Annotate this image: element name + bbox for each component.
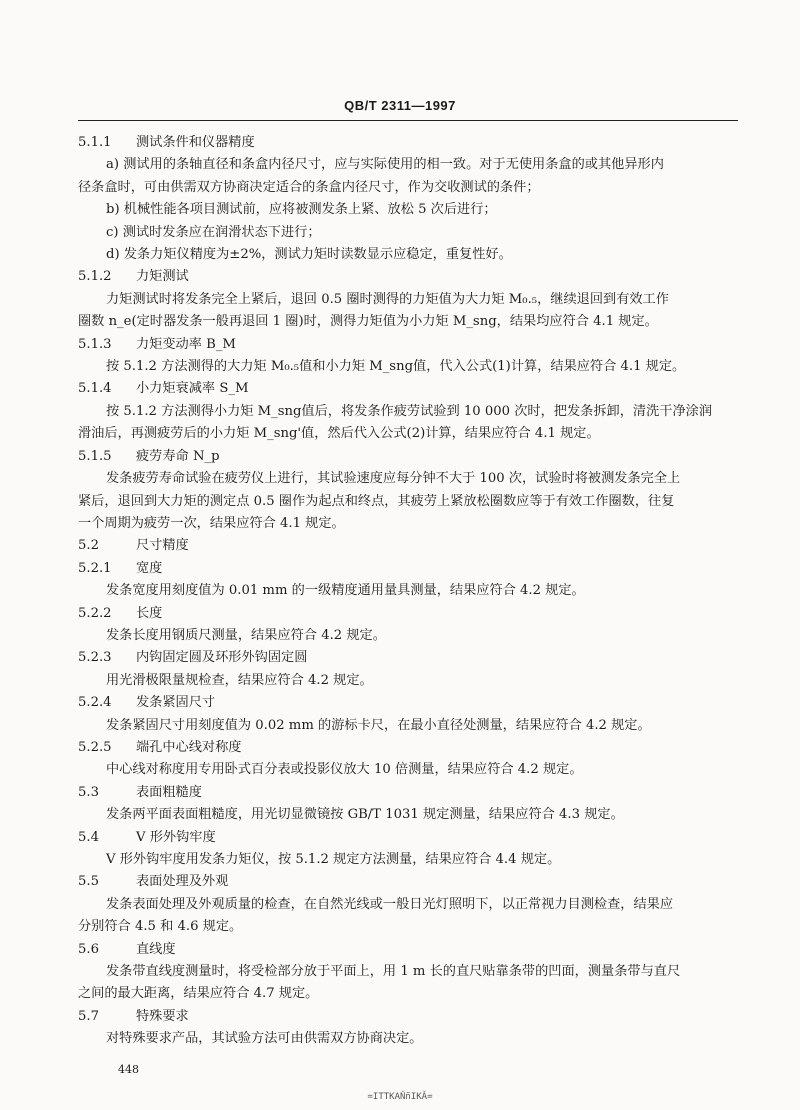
section-title: 小力矩衰减率 S_M [136,381,249,397]
paragraph-line: 发条宽度用刻度值为 0.01 mm 的一级精度通用量具测量，结果应符合 4.2 规定。 [106,583,585,599]
section-title: 特殊要求 [136,1008,189,1024]
paragraph-line: 发条紧固尺寸用刻度值为 0.02 mm 的游标卡尺，在最小直径处测量，结果应符合 4.2 规定。 [106,717,651,733]
section-number: 5.2.4 [78,695,112,711]
section-title: 长度 [136,605,163,621]
continuation-line: 径条盒时，可由供需双方协商决定适合的条盒内径尺寸，作为交收测试的条件； [78,179,540,195]
continuation-line: 分别符合 4.5 和 4.6 规定。 [78,919,243,935]
paragraph-line: 用光滑极限量规检查，结果应符合 4.2 规定。 [106,672,373,688]
section-title: 测试条件和仪器精度 [136,135,255,150]
section-number: 5.1.4 [78,381,112,397]
section-heading [78,827,718,849]
continuation-line: 紧后，退回到大力矩的测定点 0.5 圈作为起点和终点，其疲劳上紧放松圈数应等于有效工作圈数，往复 [78,493,675,509]
continuation-line: 滑油后，再测疲劳后的小力矩 M_sng'值，然后代入公式(2)计算，结果应符合 4.1 规定。 [78,426,600,442]
section-title: 表面粗糙度 [136,784,202,800]
paragraph-line: a) 测试用的条轴直径和条盒内径尺寸，应与实际使用的相一致。对于无使用条盒的或其他异形内 [106,157,664,173]
section-number: 5.4 [78,829,99,845]
section-heading [78,647,718,669]
section-heading [78,782,718,804]
section-number: 5.7 [78,1008,99,1024]
paragraph-line: b) 机械性能各项目测试前，应将被测发条上紧、放松 5 次后进行； [106,202,497,218]
section-number: 5.3 [78,784,99,800]
section-heading [78,266,718,288]
section-title: 端孔中心线对称度 [136,739,242,755]
section-number: 5.5 [78,874,99,890]
section-heading [78,334,718,356]
continuation-line: 之间的最大距离，结果应符合 4.7 规定。 [78,986,319,1002]
section-heading [78,132,718,154]
section-title: 力矩测试 [136,269,189,285]
paragraph-line: c) 测试时发条应在润滑状态下进行； [106,224,321,240]
paragraph-line: d) 发条力矩仪精度为±2%，测试力矩时读数显示应稳定，重复性好。 [106,247,512,263]
section-number: 5.2.5 [78,739,112,755]
section-title: 宽度 [136,560,163,576]
scan-watermark: =ITTKAŇñIKĂ= [367,1092,433,1102]
section-heading [78,603,718,625]
section-number: 5.1.2 [78,269,112,285]
section-title: 疲劳寿命 N_p [136,448,220,464]
section-heading [78,939,718,961]
section-title: 尺寸精度 [136,538,189,554]
section-title: 表面处理及外观 [136,874,229,890]
section-number: 5.2 [78,538,99,554]
section-heading [78,378,718,400]
paragraph-line: 按 5.1.2 方法测得小力矩 M_sng值后，将发条作疲劳试验到 10 000 次时，把发条拆卸，清洗干净涂润 [106,403,713,419]
continuation-line: 一个周期为疲劳一次，结果应符合 4.1 规定。 [78,515,345,531]
section-number: 5.1.1 [78,135,112,150]
paragraph-line: 中心线对称度用专用卧式百分表或投影仪放大 10 倍测量，结果应符合 4.2 规定。 [106,762,583,778]
document-body [78,132,718,1051]
paragraph-line: 发条两平面表面粗糙度，用光切显微镜按 GB/T 1031 规定测量，结果应符合 4.3 规定。 [106,807,624,823]
page-number: 448 [118,1063,139,1076]
section-number: 5.2.3 [78,650,112,666]
header-rule [78,120,738,121]
section-number: 5.1.5 [78,448,112,464]
section-number: 5.2.2 [78,605,112,621]
section-number: 5.2.1 [78,560,112,576]
paragraph-line: 对特殊要求产品，其试验方法可由供需双方协商决定。 [106,1031,423,1047]
section-heading [78,535,718,557]
section-heading [78,558,718,580]
paragraph-line: 发条带直线度测量时，将受检部分放于平面上，用 1 m 长的直尺贴靠条带的凹面，测量条带与直尺 [106,964,681,980]
section-title: 力矩变动率 B_M [136,336,236,352]
section-heading [78,737,718,759]
section-number: 5.6 [78,941,99,957]
paragraph-line: 发条长度用钢质尺测量，结果应符合 4.2 规定。 [106,627,386,643]
page-header: QB/T 2311—1997 [344,98,456,113]
paragraph-line: 发条疲劳寿命试验在疲劳仪上进行，其试验速度应每分钟不大于 100 次，试验时将被测发条完全上 [106,471,681,487]
paragraph-line: 力矩测试时将发条完全上紧后，退回 0.5 圈时测得的力矩值为大力矩 M₀.₅，继续退回到有效工作 [106,291,669,307]
section-number: 5.1.3 [78,336,112,352]
paragraph-line: 按 5.1.2 方法测得的大力矩 M₀.₅值和小力矩 M_sng值，代入公式(1)计算，结果应符合 4.1 规定。 [106,359,686,375]
paragraph-line: 发条表面处理及外观质量的检查，在自然光线或一般日光灯照明下，以正常视力目测检查，结果应 [106,896,674,912]
section-heading [78,1006,718,1028]
section-title: 直线度 [136,941,176,957]
continuation-line: 圈数 n_e(定时器发条一般再退回 1 圈)时，测得力矩值为小力矩 M_sng，结果均应符合 4.1 规定。 [78,314,658,330]
section-title: 发条紧固尺寸 [136,695,216,711]
section-title: 内钩固定圆及环形外钩固定圆 [136,650,308,666]
section-heading [78,871,718,893]
section-heading [78,446,718,468]
paragraph-line: V 形外钩牢度用发条力矩仪，按 5.1.2 规定方法测量，结果应符合 4.4 规定。 [106,852,561,867]
section-heading [78,692,718,714]
section-title: V 形外钩牢度 [136,829,216,845]
